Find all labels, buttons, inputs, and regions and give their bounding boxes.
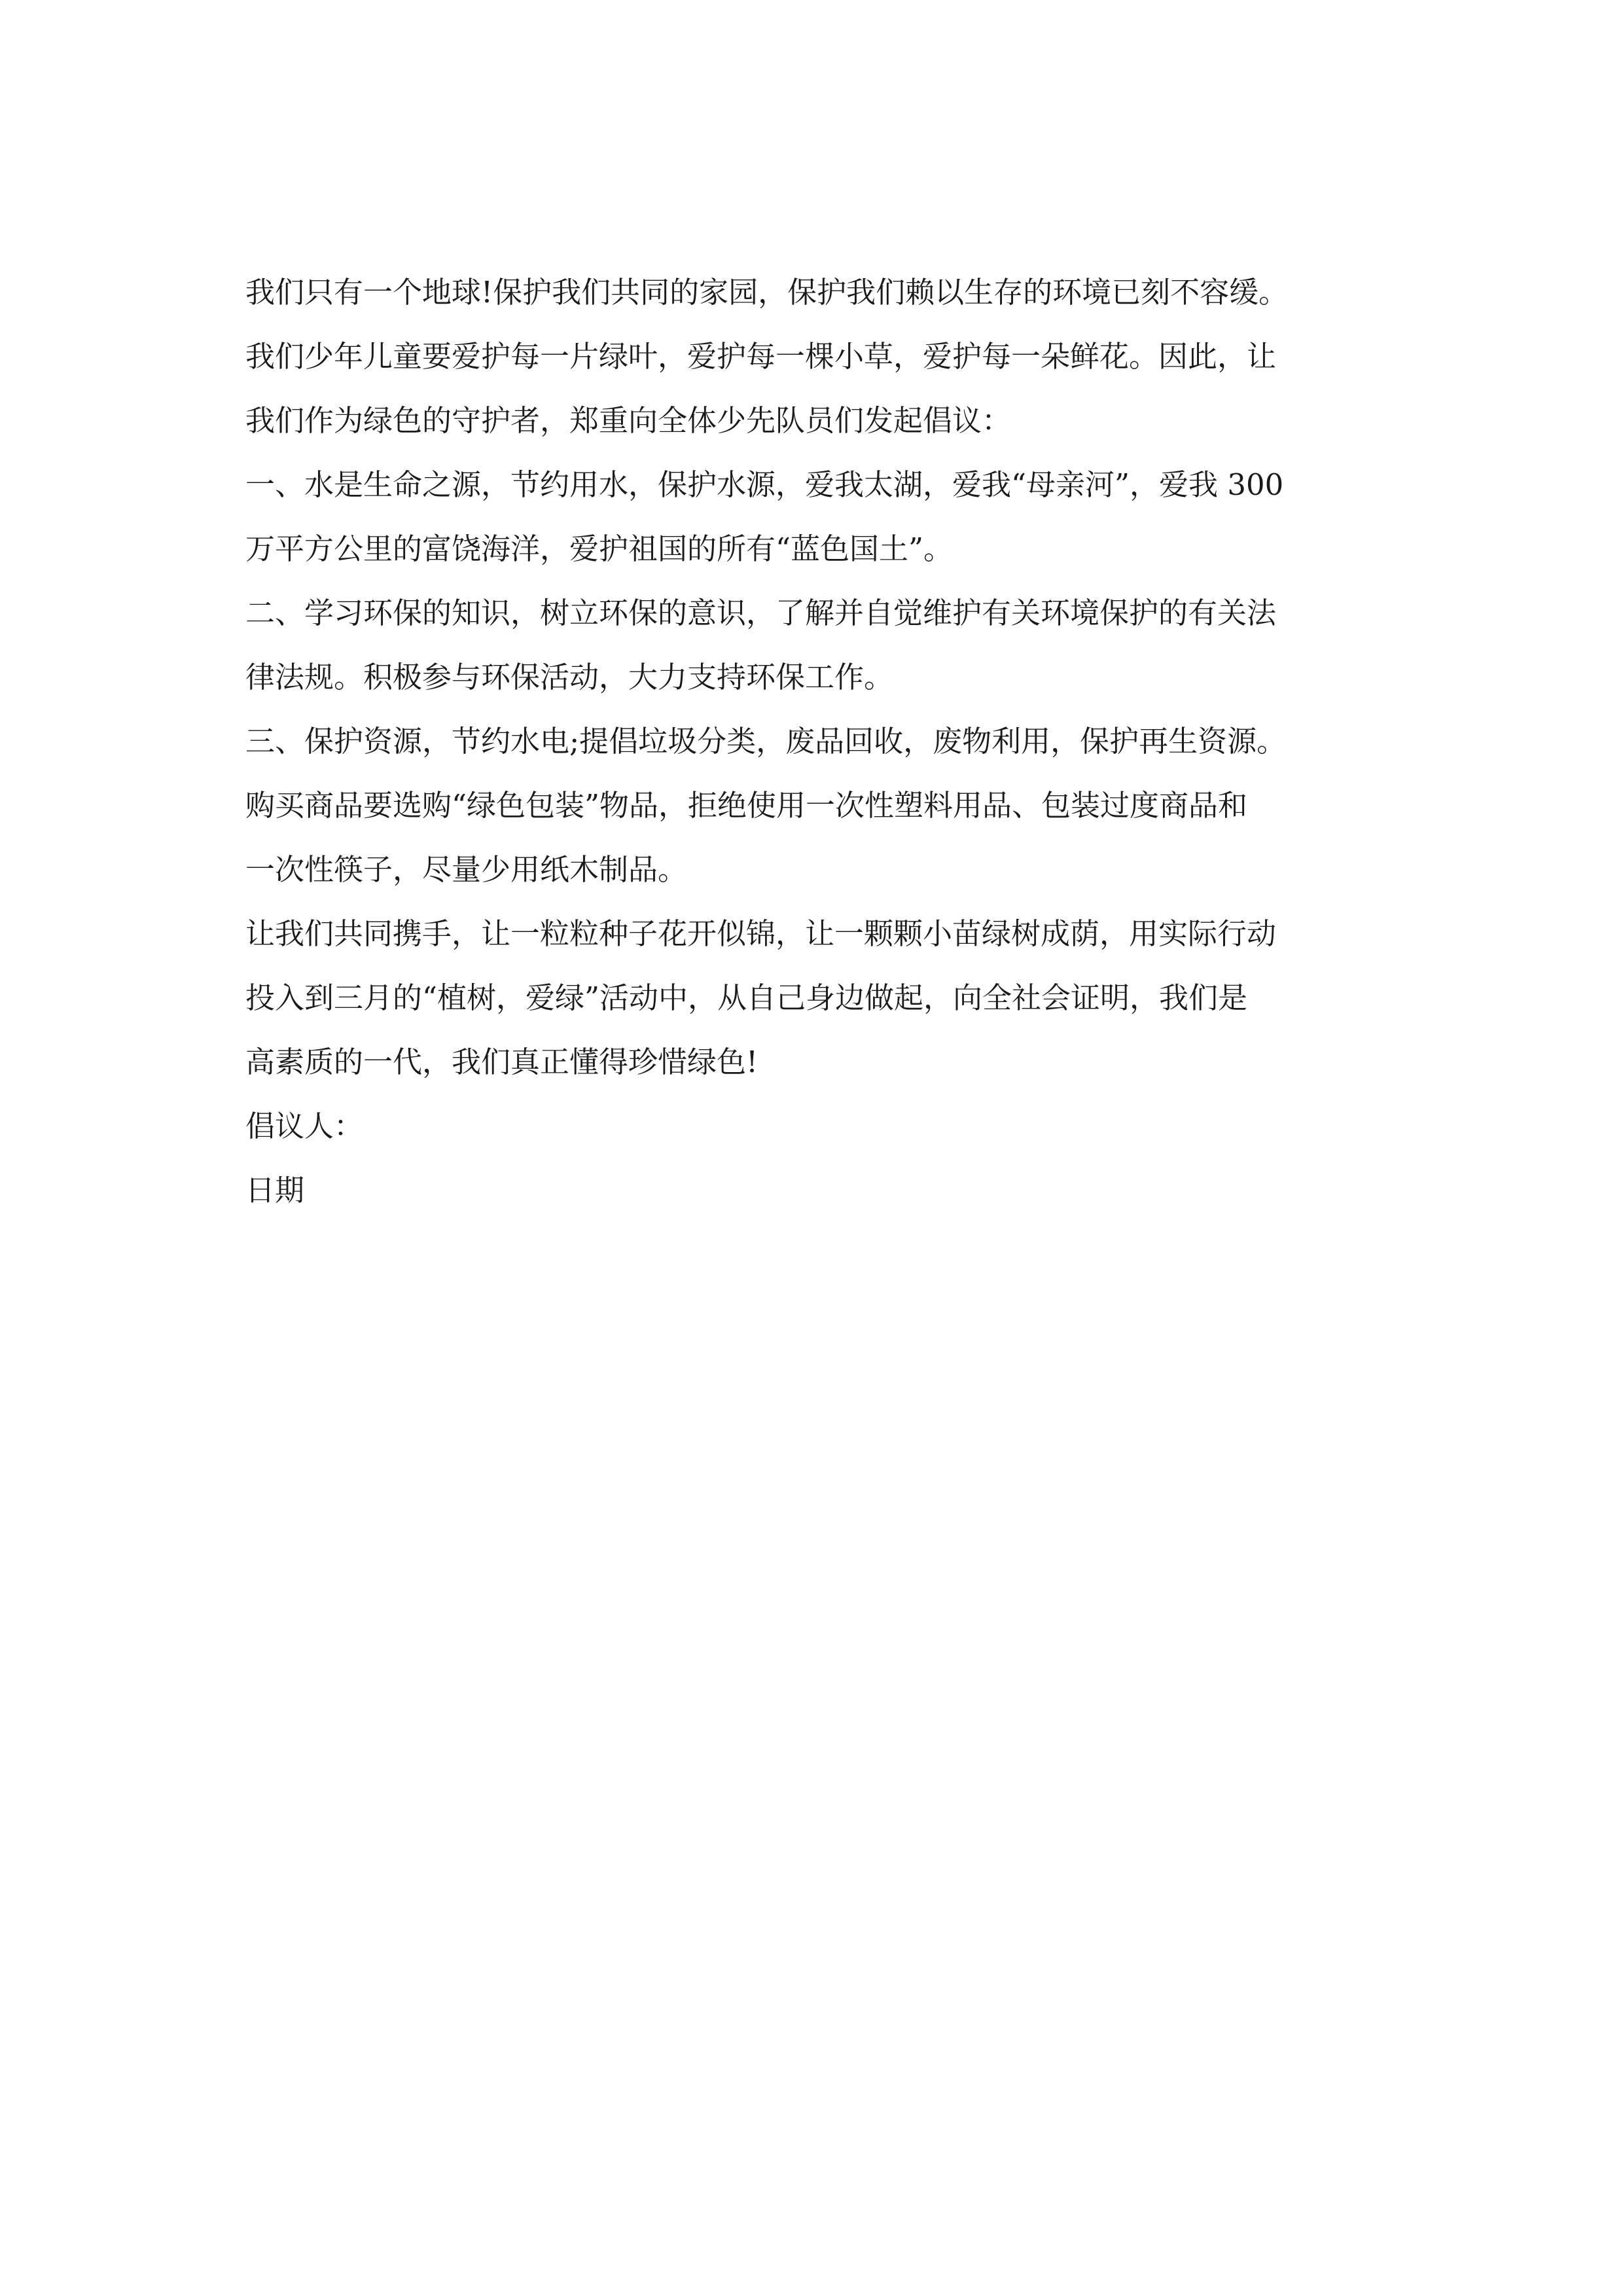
text-line: 三、保护资源，节约水电;提倡垃圾分类，废品回收，废物利用，保护再生资源。 <box>245 724 1287 759</box>
proposal-text <box>245 260 1391 1223</box>
text-line: 万平方公里的富饶海洋，爱护祖国的所有“蓝色国土”。 <box>245 531 954 566</box>
proposer-label: 倡议人： <box>245 1109 364 1143</box>
text-line: 一、水是生命之源，节约用水，保护水源，爱我太湖，爱我“母亲河”，爱我 300 <box>245 467 1284 502</box>
text-line: 购买商品要选购“绿色包装”物品，拒绝使用一次性塑料用品、包装过度商品和 <box>245 788 1248 823</box>
text-line: 让我们共同携手，让一粒粒种子花开似锦，让一颗颗小苗绿树成荫，用实际行动 <box>245 916 1277 951</box>
text-line: 我们少年儿童要爱护每一片绿叶，爱护每一棵小草，爱护每一朵鲜花。因此，让 <box>245 339 1277 374</box>
text-line: 我们作为绿色的守护者，郑重向全体少先队员们发起倡议： <box>245 403 1012 438</box>
date-label: 日期 <box>245 1173 305 1208</box>
text-line: 高素质的一代，我们真正懂得珍惜绿色! <box>245 1045 758 1079</box>
text-line: 我们只有一个地球!保护我们共同的家园，保护我们赖以生存的环境已刻不容缓。 <box>245 275 1289 310</box>
text-line: 二、学习环保的知识，树立环保的意识，了解并自觉维护有关环境保护的有关法 <box>245 596 1277 630</box>
text-line: 律法规。积极参与环保活动，大力支持环保工作。 <box>245 660 894 694</box>
text-line: 投入到三月的“植树，爱绿”活动中，从自己身边做起，向全社会证明，我们是 <box>245 980 1248 1015</box>
text-line: 一次性筷子，尽量少用纸木制品。 <box>245 852 688 887</box>
